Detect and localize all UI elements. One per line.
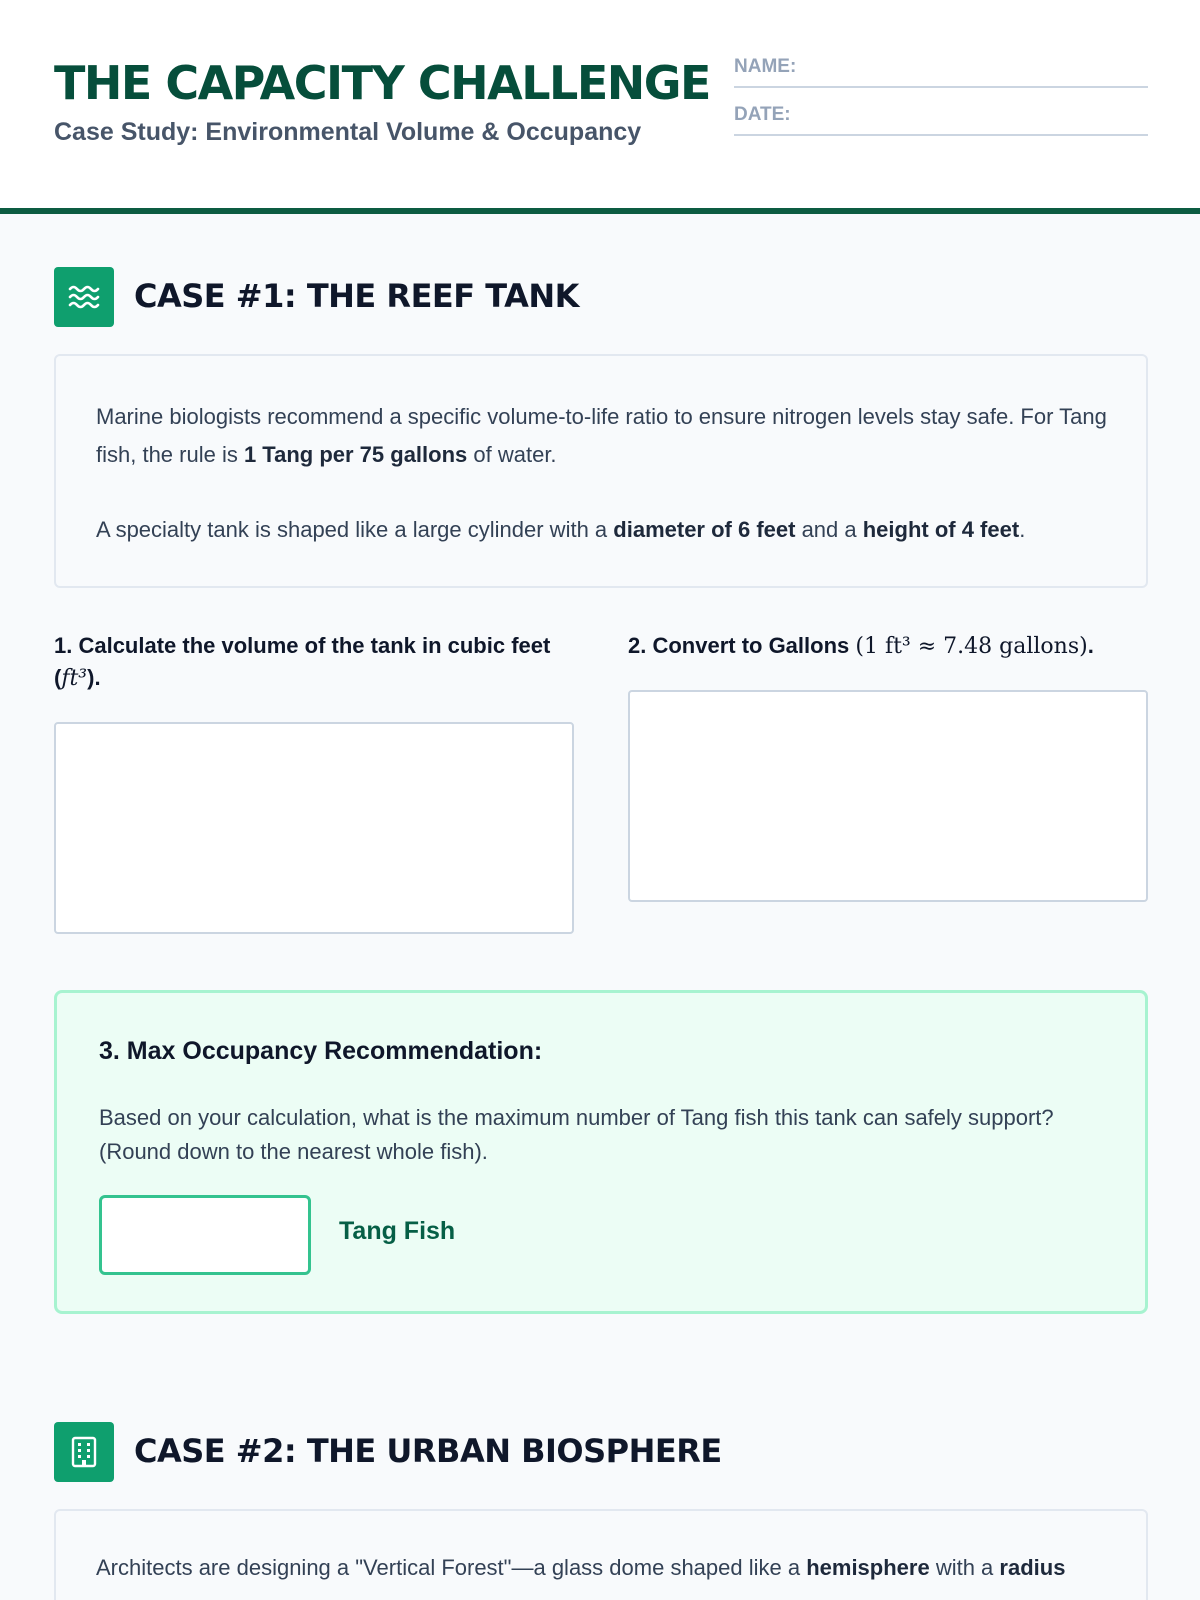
tang-fish-answer-input[interactable] xyxy=(99,1195,311,1275)
q2-conversion-math: (1 ft³ ≈ 7.48 gallons) xyxy=(855,634,1088,659)
waves-icon xyxy=(54,267,114,327)
q2-end: . xyxy=(1087,633,1094,658)
case1-p1-text: Marine biologists recommend a specific volume-to-life ratio to ensure nitrogen levels stay safe. For Tang fish, the rule is xyxy=(96,404,1107,467)
case2-p1-text: Architects are designing a "Vertical Forest"—a glass dome shaped like a xyxy=(96,1555,807,1580)
name-label: NAME: xyxy=(734,56,797,77)
date-label: DATE: xyxy=(734,104,791,125)
case2-radius-highlight: radius xyxy=(999,1555,1066,1580)
case2-scenario-panel xyxy=(54,1509,1148,1600)
q1-end: ). xyxy=(87,665,101,690)
case1-paragraph-1 xyxy=(96,398,1116,474)
case1-title: CASE #1: THE REEF TANK xyxy=(134,277,579,315)
question-1-label xyxy=(54,630,574,695)
q1-unit-math: ft³ xyxy=(61,666,88,691)
case1-p2-mid: and a xyxy=(795,517,863,542)
case1-scenario-panel xyxy=(54,354,1148,588)
tang-fish-unit-label: Tang Fish xyxy=(339,1217,456,1245)
case1-ratio-highlight: 1 Tang per 75 gallons xyxy=(243,442,468,467)
question-2-label xyxy=(628,630,1168,663)
q2-text: 2. Convert to Gallons xyxy=(628,633,856,658)
max-occupancy-panel xyxy=(54,990,1148,1314)
case1-diameter-highlight: diameter of 6 feet xyxy=(613,517,796,542)
question-3-title: 3. Max Occupancy Recommendation: xyxy=(99,1037,543,1065)
case1-p1-end: of water. xyxy=(467,442,557,467)
case1-p2-end: . xyxy=(1019,517,1026,542)
case2-header xyxy=(54,1422,1154,1482)
question-1-answer-box[interactable] xyxy=(54,722,574,934)
case2-p1-mid: with a xyxy=(929,1555,1000,1580)
page-subtitle: Case Study: Environmental Volume & Occupancy xyxy=(54,118,642,146)
case1-height-highlight: height of 4 feet xyxy=(862,517,1020,542)
case1-p2-text: A specialty tank is shaped like a large cylinder with a xyxy=(96,517,614,542)
name-field[interactable] xyxy=(734,52,1148,88)
question-2-answer-box[interactable] xyxy=(628,690,1148,902)
date-field[interactable] xyxy=(734,100,1148,136)
case2-title: CASE #2: THE URBAN BIOSPHERE xyxy=(134,1432,722,1470)
worksheet-header xyxy=(0,0,1200,214)
case2-paragraph-1 xyxy=(96,1549,1116,1587)
case1-header xyxy=(54,267,1154,327)
case2-hemisphere-highlight: hemisphere xyxy=(806,1555,930,1580)
question-3-text: Based on your calculation, what is the maximum number of Tang fish this tank can safely support? (Round down to the nearest whole fish). xyxy=(99,1105,1054,1164)
case1-paragraph-2 xyxy=(96,511,1116,549)
building-icon xyxy=(54,1422,114,1482)
page-title: THE CAPACITY CHALLENGE xyxy=(54,56,710,110)
q1-text: 1. Calculate the volume of the tank in cubic feet ( xyxy=(54,633,551,690)
